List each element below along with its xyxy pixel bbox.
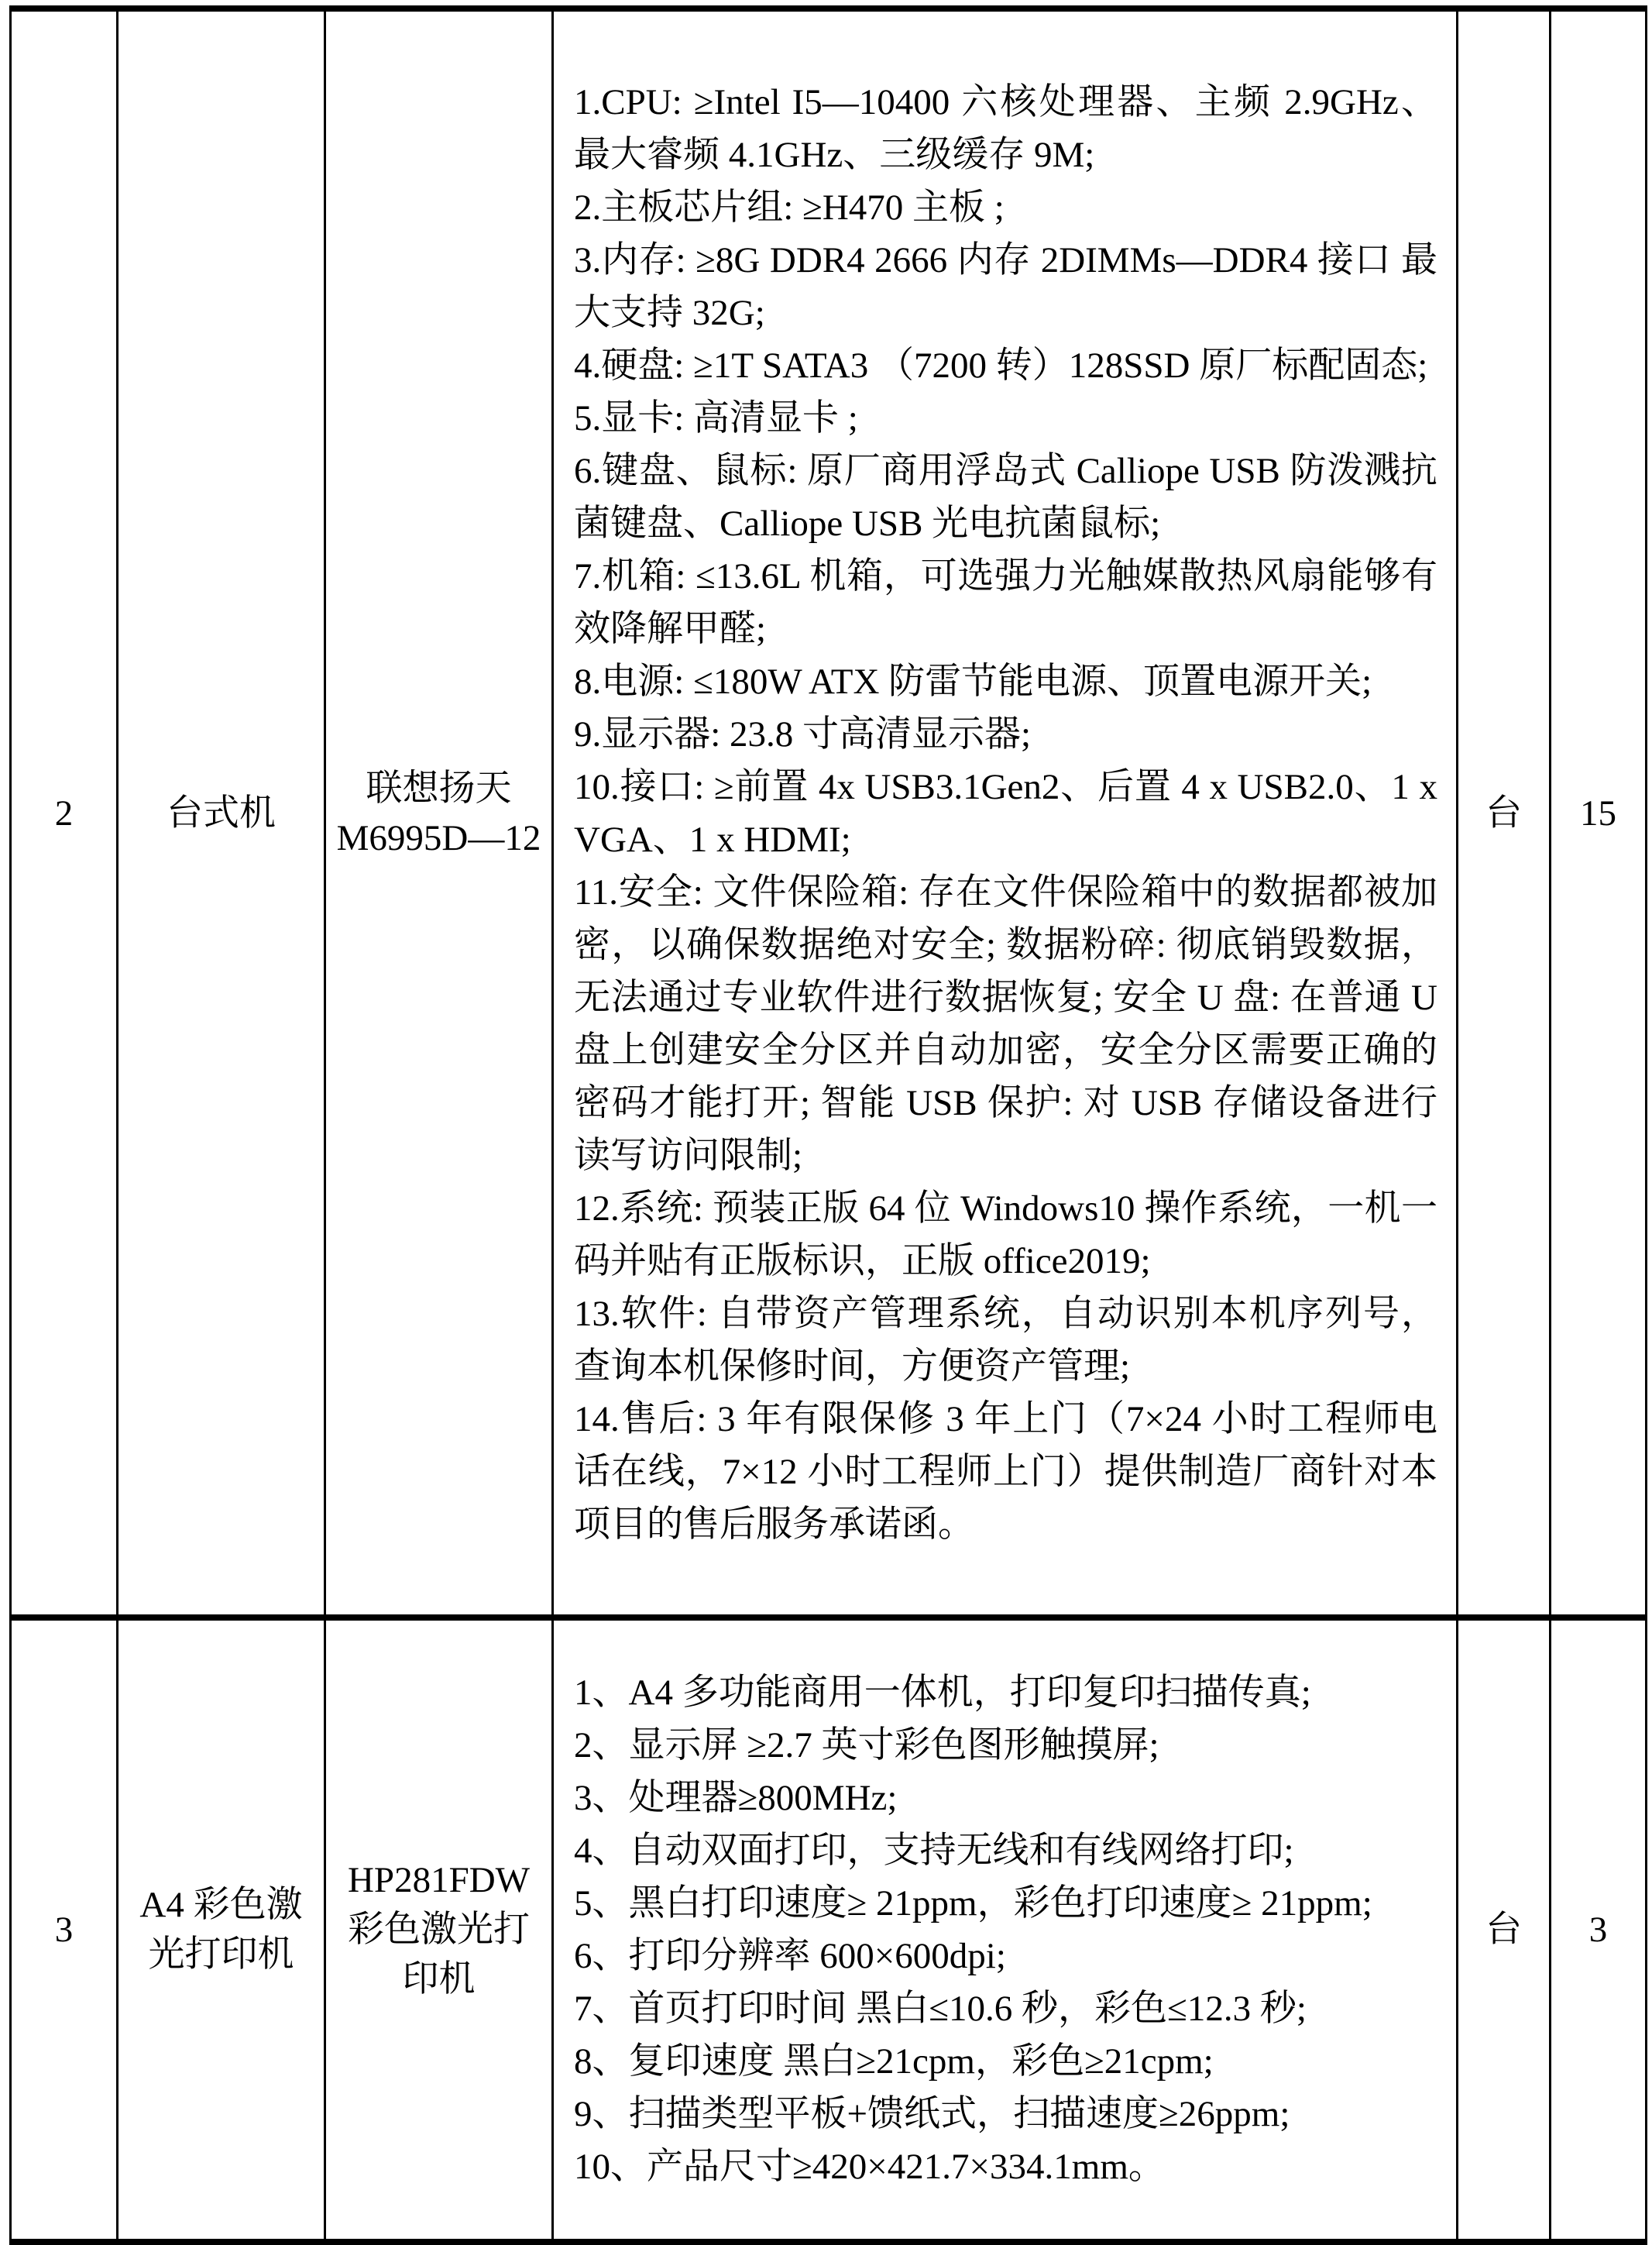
spec-item: 12.系统: 预装正版 64 位 Windows10 操作系统，一机一码并贴有正版标识，正版 office2019;	[574, 1188, 1437, 1281]
spec-item: 2.主板芯片组: ≥H470 主板 ;	[574, 187, 1005, 228]
cell-qty	[1551, 12, 1647, 1621]
spec-item: 10、产品尺寸≥420×421.7×334.1mm。	[574, 2147, 1165, 2187]
cell-seq	[12, 1621, 118, 2245]
spec-item: 3.内存: ≥8G DDR4 2666 内存 2DIMMs—DDR4 接口 最大支持 32G;	[574, 239, 1437, 333]
cell-unit	[1458, 1621, 1551, 2245]
spec-item: 14.售后: 3 年有限保修 3 年上门（7×24 小时工程师电话在线，7×12 小时工程师上门）提供制造厂商针对本项目的售后服务承诺函。	[574, 1398, 1437, 1545]
spec-item: 10.接口: ≥前置 4x USB3.1Gen2、后置 4 x USB2.0、1 x VGA、1 x HDMI;	[574, 766, 1437, 860]
cell-unit	[1458, 12, 1551, 1621]
spec-item: 7.机箱: ≤13.6L 机箱，可选强力光触媒散热风扇能够有效降解甲醛;	[574, 555, 1437, 649]
equipment-spec-table	[9, 5, 1647, 2245]
spec-item: 8、复印速度 黑白≥21cpm，彩色≥21cpm;	[574, 2041, 1214, 2082]
seq-value: 3	[54, 1910, 74, 1950]
model-value: 联想扬天 M6995D—12	[336, 768, 541, 858]
unit-value: 台	[1485, 1910, 1522, 1950]
spec-item: 4、自动双面打印，支持无线和有线网络打印;	[574, 1831, 1294, 1871]
document-page	[9, 5, 1647, 2245]
spec-item: 2、显示屏 ≥2.7 英寸彩色图形触摸屏;	[574, 1725, 1159, 1765]
spec-item: 3、处理器≥800MHz;	[574, 1778, 898, 1818]
spec-item: 13.软件: 自带资产管理系统，自动识别本机序列号，查询本机保修时间，方便资产管理;	[574, 1293, 1437, 1387]
spec-item: 9、扫描类型平板+馈纸式，扫描速度≥26ppm;	[574, 2094, 1290, 2134]
spec-item: 1.CPU: ≥Intel I5—10400 六核处理器、主频 2.9GHz、最大睿频 4.1GHz、三级缓存 9M;	[574, 81, 1437, 175]
spec-item: 8.电源: ≤180W ATX 防雷节能电源、顶置电源开关;	[574, 661, 1372, 702]
spec-item: 6.键盘、鼠标: 原厂商用浮岛式 Calliope USB 防泼溅抗菌键盘、Calliope USB 光电抗菌鼠标;	[574, 450, 1437, 544]
spec-item: 4.硬盘: ≥1T SATA3 （7200 转）128SSD 原厂标配固态;	[574, 345, 1428, 386]
cell-name	[118, 12, 326, 1621]
cell-seq	[12, 12, 118, 1621]
qty-value: 3	[1588, 1910, 1608, 1950]
spec-item: 1、A4 多功能商用一体机，打印复印扫描传真;	[574, 1673, 1311, 1713]
qty-value: 15	[1580, 792, 1616, 834]
cell-model	[326, 1621, 554, 2245]
spec-item: 6、打印分辨率 600×600dpi;	[574, 1936, 1006, 1976]
spec-item: 11.安全: 文件保险箱: 存在文件保险箱中的数据都被加密，以确保数据绝对安全; 数据粉碎: 彻底销毁数据，无法通过专业软件进行数据恢复; 安全 U 盘: 在普通 U 盘上创建安全分区并自动加密，安全分区需要正确的密码才能打开; 智能 USB 保护: 对 USB 存储设备进行读写访问限制;	[574, 872, 1437, 1176]
cell-spec	[554, 12, 1458, 1621]
spec-item: 5.显卡: 高清显卡 ;	[574, 397, 858, 438]
cell-name	[118, 1621, 326, 2245]
spec-item: 7、首页打印时间 黑白≤10.6 秒，彩色≤12.3 秒;	[574, 1989, 1307, 2029]
name-value: A4 彩色激光打印机	[139, 1885, 303, 1975]
seq-value: 2	[54, 792, 74, 834]
unit-value: 台	[1485, 792, 1522, 834]
model-value: HP281FDW 彩色激光打印机	[347, 1860, 531, 1999]
spec-item: 5、黑白打印速度≥ 21ppm，彩色打印速度≥ 21ppm;	[574, 1883, 1372, 1924]
cell-spec	[554, 1621, 1458, 2245]
name-value: 台式机	[167, 792, 276, 834]
cell-qty	[1551, 1621, 1647, 2245]
cell-model	[326, 12, 554, 1621]
spec-item: 9.显示器: 23.8 寸高清显示器;	[574, 713, 1032, 755]
